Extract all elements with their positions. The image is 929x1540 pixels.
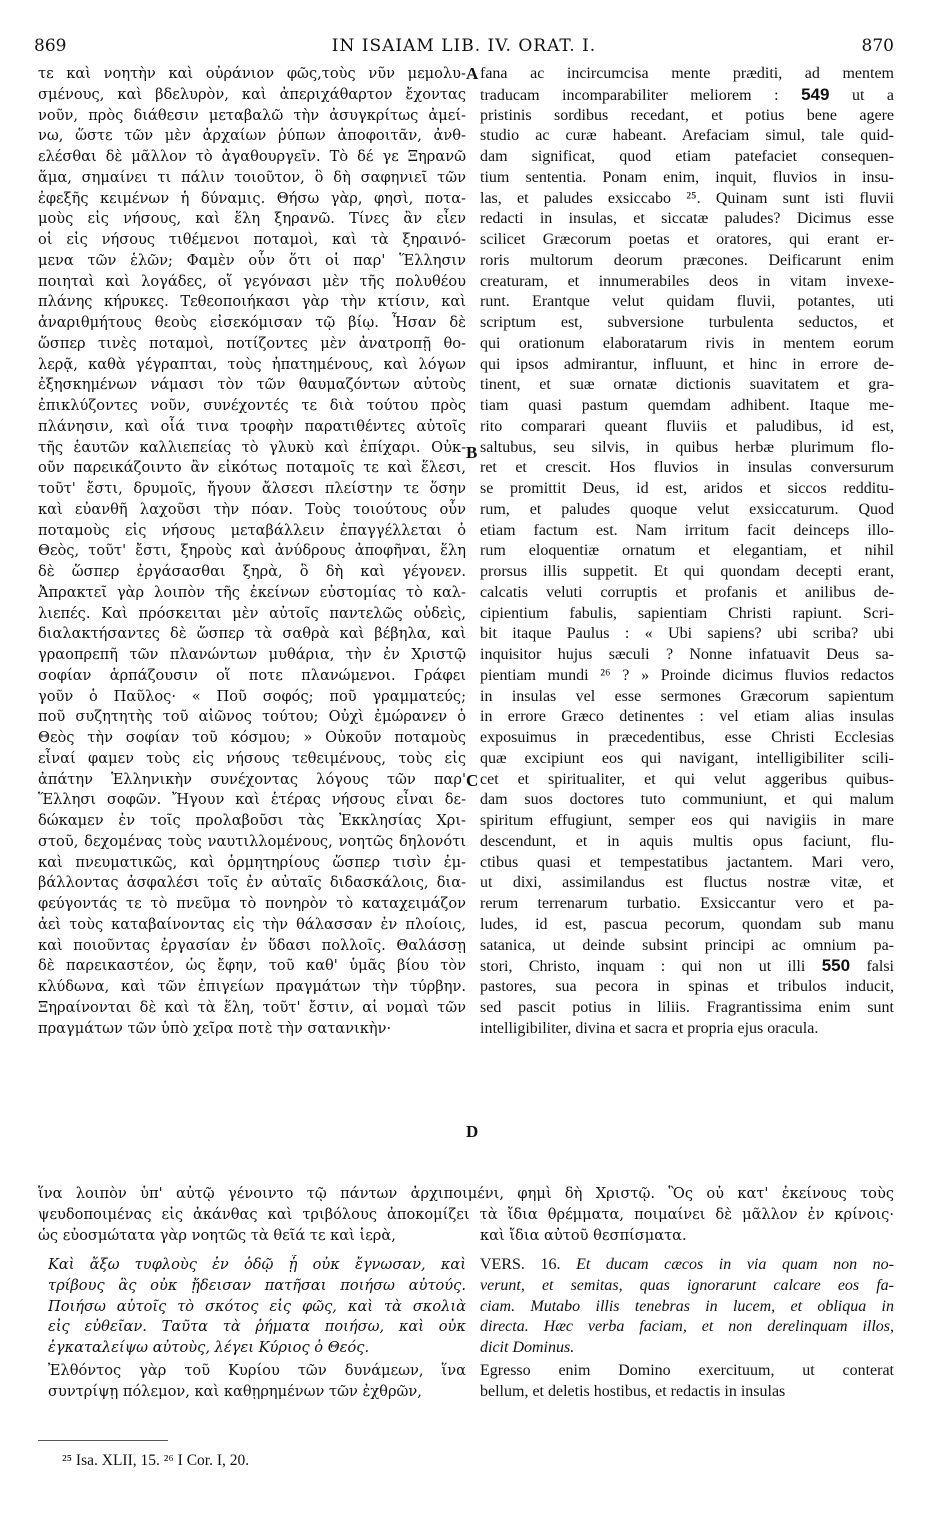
greek-line: ἀπάτην Ἑλληνικὴν συνέχοντας λόγους τῶν παρ'	[38, 770, 466, 788]
verse-text: verunt, et semitas, quas ignorarunt calcare eos fa-	[480, 1276, 894, 1294]
greek-line: καὶ ποιοῦντας ἐργασίαν ἐν ὕδασι πολλοῖς. Θαλάσσῃ	[38, 936, 466, 954]
greek-line: Ἕλλησι σοφῶν. Ἤγουν καὶ ἑτέρας νήσους εἶναι δε-	[38, 791, 466, 809]
greek-line: λερᾷ, καθὰ γέγραπται, τοὺς ἠπατημένους, καὶ λόγων	[38, 355, 466, 373]
greek-line: νω, ὥστε τῶν μὲν ἀρχαίων ῥύπων ἀποφοιτᾶν, ἀνθ-	[38, 127, 466, 145]
latin-after-line: bellum, et deletis hostibus, et redactis in insulas	[480, 1382, 786, 1400]
latin-line: inquisitor hujus sæculi ? Nonne infatuavit Deus sa-	[480, 646, 894, 663]
latin-line: cipientium fabulis, sapientiam Christi rapiunt. Scri-	[480, 604, 894, 622]
verse-label: VERS. 16.	[480, 1256, 561, 1273]
latin-line: in errore Græco detinentes : vel etiam alias insulas	[480, 708, 894, 726]
greek-line: σοφίαν ἁρπάζουσιν οἵ ποτε πλανώμενοι. Γράφει	[38, 666, 466, 684]
latin-line: pastores, sua pecora in spinas et tribulos inducit,	[480, 978, 894, 995]
latin-verse-line	[480, 1276, 894, 1297]
latin-line: stori, Christo, inquam : qui non ut illi 550 falsi	[480, 956, 894, 976]
greek-line: νοῦν, πρὸς διάθεσιν μεταβαλῶ τὴν ἀσυγκρίτως ἀμεί-	[38, 106, 466, 124]
greek-line: μοὺς εἰς νήσους, καὶ ἕλη ξηρανῶ. Τίνες ἂν εἶεν	[38, 210, 466, 228]
greek-line: Ξηραίνονται δὲ καὶ τὰ ἕλη, τοῦτ' ἔστιν, αἱ νομαὶ τῶν	[38, 998, 466, 1016]
greek-line: ποιηταὶ καὶ λογάδες, οἵ γεγόνασι μὲν τῆς πολυθέου	[38, 272, 466, 290]
greek-line: λιεπές. Καὶ πρόσκειται μὲν αὐτοῖς παντελῶς οὐδεὶς,	[38, 604, 466, 622]
margin-page-number: 550	[821, 956, 851, 976]
latin-line: tinent, et suæ ornatæ dictionis suavitatem et gra-	[480, 376, 894, 394]
latin-line: etiam factum est. Nam irritum facit deinceps illo-	[480, 521, 894, 539]
verse-text: ciam. Mutabo illis tenebras in lucem, et obliqua in	[480, 1297, 894, 1315]
latin-line: fana ac incircumcisa mente præditi, ad mentem	[480, 65, 894, 82]
greek-line: ἅμα, σημαίνει τι πάλιν τοιοῦτον, ὃ δὴ σαφηνιεῖ τῶν	[38, 168, 466, 186]
latin-line: pientiam mundi ²⁶ ? » Proinde dicimus fluvios redactos	[480, 666, 894, 684]
latin-continuation	[480, 1361, 894, 1403]
latin-line: calcatis veluti corruptis et profanis et anilibus de-	[480, 583, 894, 601]
greek-line: Ἀπρακτεῖ γὰρ λοιπὸν τῆς ἐκείνων εὐστομίας τὸ καλ-	[38, 583, 466, 601]
latin-line: satanica, ut deinde subsint principi ac omnium pa-	[480, 936, 894, 954]
latin-verse-line	[480, 1255, 894, 1276]
latin-line: ut dixi, assimilandus est fluctus nostræ vitæ, et	[480, 874, 894, 892]
greek-line: στοῦ, δεχομένας τοὺς ναυτιλλομένους, νοητῶς δηλονότι	[38, 832, 466, 850]
latin-line: se promittit Deus, id est, aridos et siccos redditu-	[480, 480, 894, 497]
greek-line: γραοπρεπῆ τῶν πλανώντων μυθάρια, τὴν ἐν Χριστῷ	[38, 646, 466, 663]
greek-line: ποῦ συζητητὴς τοῦ αἰῶνος τούτου; Οὐχὶ ἐμώρανεν ὁ	[38, 708, 466, 726]
margin-letter-a: A	[466, 64, 479, 83]
latin-line: rum eloquentiæ ornatum et elegantiam, et nihil	[480, 542, 894, 560]
latin-line: ctibus quasi et tempestatibus jactantem. Mari vero,	[480, 853, 894, 871]
latin-verse-line	[480, 1317, 894, 1338]
latin-line: bit itaque Paulus : « Ubi sapiens? ubi scriba? ubi	[480, 625, 894, 643]
full-width-line-3	[38, 1226, 894, 1247]
latin-verse-line	[480, 1338, 894, 1359]
greek-line: τοῦτ' ἔστι, δρυμοῖς, ἤγουν ἄλσεσι πλείστην τε ὅσην	[38, 480, 466, 497]
latin-line: ludes, id est, pascua pecorum, quondam sub manu	[480, 915, 894, 933]
latin-line: qui orationum elaboratarum rivis in mentem eorum	[480, 334, 894, 352]
latin-verse-block	[480, 1255, 894, 1359]
latin-line: exposuimus in præcedentibus, esse Christi Ecclesias	[480, 729, 894, 746]
greek-line: ἐξησκημένων νάμασι τὸν τῶν θαυμαζόντων αὐτοὺς	[38, 376, 466, 394]
greek-line: δὲ παρεικαστέον, ὡς ἔφην, τοῦ καθ' ὑμᾶς βίου τὸν	[38, 957, 466, 975]
verse-text: directa. Hæc verba faciam, et non derelinquam illos,	[480, 1318, 894, 1336]
greek-line: δὲ ὥσπερ ἐργάσασθαι ξηρὰ, ὃ δὴ καὶ γέγονεν.	[38, 563, 466, 580]
latin-line: intelligibiliter, divina et sacra et propria ejus oracula.	[480, 1019, 819, 1037]
greek-line: οἱ εἰς νήσους τιθέμενοι ποταμοὶ, καὶ τὰ ξηραινό-	[38, 231, 466, 248]
greek-line: βάλλοντας ἀσφαλέσι τοῖς ἐν αὐταῖς διδασκάλοις, δια-	[38, 874, 466, 892]
greek-verse-line: Καὶ ἄξω τυφλοὺς ἐν ὁδῷ ᾗ οὐκ ἔγνωσαν, καὶ	[48, 1256, 466, 1273]
full-width-line-1: ἵνα λοιπὸν ὑπ' αὐτῷ γένοιντο τῷ πάντων ἀρχιποιμένι, φημὶ δὴ Χριστῷ. Ὃς οὐ κατ' ἐκείνους τοὺς	[38, 1185, 894, 1202]
greek-continuation	[48, 1361, 466, 1403]
greek-line: ἀεὶ τοὺς καταβαίνοντας εἰς τὴν θάλασσαν ἐν πλοίοις,	[38, 915, 466, 933]
greek-column	[38, 64, 466, 1039]
latin-after-line: Egresso enim Domino exercituum, ut conterat	[480, 1362, 894, 1379]
running-title: IN ISAIAM LIB. IV. ORAT. I.	[331, 36, 597, 56]
latin-verse-line	[480, 1297, 894, 1318]
latin-line: creaturam, et innumerabiles deos in vitam invexe-	[480, 272, 894, 290]
greek-line: γοῦν ὁ Παῦλος· « Ποῦ σοφός; ποῦ γραμματεύς;	[38, 687, 466, 705]
greek-line: καὶ εὐανθῆ λαχοῦσι τὴν πόαν. Τοὺς τοιούτους οὖν	[38, 500, 466, 518]
greek-line: κλύδωνα, καὶ τῶν ἐπιγείων πραγμάτων τὴν τύρβην.	[38, 978, 466, 995]
greek-line: ἀναριθμήτους θεοὺς εἰσεκόμισαν τῷ βίῳ. Ἦσαν δὲ	[38, 314, 466, 331]
latin-line: runt. Erantque velut quidam fluvii, potantes, uti	[480, 293, 894, 311]
greek-line: τῆς ἑαυτῶν καλλιεπείας τὸ γλυκὺ καὶ ἐπίχαρι. Οὐκ-	[38, 438, 466, 456]
margin-page-number: 549	[801, 84, 830, 104]
greek-line: Θεὸς τὴν σοφίαν τοῦ κόσμου; » Οὐκοῦν ποταμοὺς	[38, 729, 466, 746]
footnotes: ²⁵ Isa. XLII, 15. ²⁶ I Cor. I, 20.	[62, 1452, 250, 1469]
greek-line: δώκαμεν ἐν τοῖς προλαβοῦσι τὰς Ἐκκλησίας Χρι-	[38, 812, 466, 829]
latin-line: tium sententia. Ponam enim, inquit, fluvios in insu-	[480, 168, 894, 186]
greek-line: μενα τῶν ἑλῶν; Φαμὲν οὖν ὅτι οἱ παρ' Ἕλλησιν	[38, 251, 466, 269]
latin-line: in insulas vel esse sermones Græcorum sapientum	[480, 687, 894, 705]
latin-line: pristinis sordibus recedant, et potius bene agere	[480, 106, 894, 124]
page-number-right: 870	[861, 36, 894, 56]
greek-verse-line: Ποιήσω αὐτοῖς τὸ σκότος εἰς φῶς, καὶ τὰ σκολιὰ	[48, 1297, 466, 1315]
latin-line: quæ excipiunt eos qui navigant, intelligibiliter scili-	[480, 749, 894, 767]
latin-line: spiritum effugiunt, semper eos qui navigiis in mare	[480, 812, 894, 829]
margin-letter-d: D	[466, 1122, 479, 1141]
footnote-rule	[38, 1440, 168, 1441]
greek-line: ποταμοὺς εἰς νήσους μεταβάλλειν ἐπαγγέλλεται ὁ	[38, 521, 466, 539]
margin-letter-c: C	[466, 771, 479, 790]
greek-line: διαλακτήσαντες δὲ ὥσπερ τὰ σαθρὰ καὶ βέβηλα, καὶ	[38, 625, 466, 643]
latin-line: saltubus, seu silvis, in quibus herbæ plurimum flo-	[480, 438, 894, 456]
latin-line: scilicet Græcorum poetas et oratores, qui erant er-	[480, 231, 894, 248]
latin-line: tiam quasi pastum quemdam adhibent. Itaque me-	[480, 397, 894, 414]
greek-after-line: συντρίψῃ πόλεμον, καὶ καθῃρημένων τῶν ἐχθρῶν,	[48, 1382, 422, 1400]
latin-line: rito comparari queant fluviis et paludibus, id est,	[480, 417, 894, 435]
latin-line: scriptum est, subversione turbulenta seductos, et	[480, 314, 894, 331]
greek-line: καὶ πνευματικῶς, καὶ ὁρμητηρίους ὥσπερ τισὶν ἐμ-	[38, 853, 466, 871]
greek-line: ἐφεξῆς κειμένων ἡ δύναμις. Θήσω γὰρ, φησὶ, ποτα-	[38, 189, 466, 207]
latin-line: dam suos doctores tuto communiunt, et qui malum	[480, 791, 894, 809]
verse-text: dicit Dominus.	[480, 1339, 575, 1356]
greek-line: φεύγοντάς τε τὸ πνεῦμα τὸ πονηρὸν τὸ καταχειμάζον	[38, 895, 466, 912]
latin-line: rum, et paludes quoque velut exsiccaturum. Quod	[480, 500, 894, 518]
latin-line: traducam incomparabiliter meliorem : 549 ut a	[480, 84, 894, 104]
latin-line: ret et crescit. Hos fluvios in insulas conversurum	[480, 459, 894, 477]
page-number-left: 869	[34, 36, 67, 56]
latin-line: las, et paludes exsiccabo ²⁵. Quinam sunt isti fluvii	[480, 189, 894, 207]
running-header	[34, 36, 894, 62]
full-width-line-3-left: ὡς εὐοσμώτατα γὰρ νοητῶς τὰ θεῖά τε καὶ ἱερὰ,	[38, 1227, 396, 1244]
greek-line: εἶναί φαμεν τοὺς εἰς νήσους τεθειμένους, τοὺς εἰς	[38, 749, 466, 767]
greek-line: οῦν παρεικάζοιντο ἂν εἰκότως ποταμοῖς τε καὶ ἕλεσι,	[38, 459, 466, 477]
latin-line: roris multorum deorum præcones. Deificarunt enim	[480, 251, 894, 269]
latin-line: dam significat, quod etiam patefaciet consequen-	[480, 148, 894, 165]
greek-line: ελέσθαι δὲ μᾶλλον τὸ ἀγαθουργεῖν. Τὸ δέ γε Ξηρανῶ	[38, 148, 466, 165]
greek-line: σμένους, καὶ βδελυρὸν, καὶ ἀπεριχάθαρτον ἔχοντας	[38, 85, 466, 103]
greek-line: πλάνης κήρυκες. Τεθεοποιήκασι γὰρ τὴν κτίσιν, καὶ	[38, 293, 466, 311]
latin-line: rerum terrenarum turbatio. Exsiccantur vero et pa-	[480, 895, 894, 912]
full-width-line-3-right: καὶ ἴδια αὐτοῦ θεσπίσματα.	[480, 1227, 687, 1244]
full-width-line-2: ψευδοποιμένας εἰς ἀκάνθας καὶ τριβόλους ἀποκομίζει τὰ ἴδια θρέμματα, ποιμαίνει δὲ μᾶλλον ἐν κρίνοις·	[38, 1206, 894, 1223]
greek-verse-line: εἰς εὐθεῖαν. Ταῦτα τὰ ῥήματα ποιήσω, καὶ οὐκ	[48, 1318, 466, 1336]
greek-verse-line: ἐγκαταλείψω αὐτοὺς, λέγει Κύριος ὁ Θεός.	[48, 1339, 370, 1356]
latin-line: qui ipsos admirantur, influunt, et hinc in errore de-	[480, 355, 894, 373]
greek-line: ὥσπερ τινὲς ποταμοὶ, ποτίζοντες μὲν ἀνατροπῇ θο-	[38, 334, 466, 352]
latin-column	[480, 64, 894, 1039]
verse-text: Et ducam cæcos in via quam non no-	[576, 1256, 894, 1273]
greek-line: τε καὶ νοητὴν καὶ οὐράνιον φῶς,τοὺς νῦν μεμολυ-	[38, 65, 466, 82]
greek-verse-line: τρίβους ἃς οὐκ ᾔδεισαν πατῆσαι ποιήσω αὐτούς.	[48, 1276, 466, 1294]
latin-line: studio ac curæ habeant. Arefaciam simul, tale quid-	[480, 127, 894, 145]
greek-line: πλάνησιν, καὶ οἷά τινα τροφὴν παρατιθέντες αὐτοῖς	[38, 417, 466, 435]
latin-line: prorsus illis suppetit. Et qui quondam decepti erant,	[480, 563, 894, 580]
greek-line: πραγμάτων τῶν ὑπὸ χεῖρα ποτὲ τὴν σατανικὴν·	[38, 1019, 392, 1037]
greek-line: ἐπικλύζοντες νοῦν, συνέχοντές τε διὰ τούτου πρὸς	[38, 397, 466, 414]
greek-line: Θεὸς, τοῦτ' ἔστι, ξηροὺς καὶ ἀνύδρους ἀποφῆναι, ἕλη	[38, 542, 466, 560]
latin-line: sed pascit potius in liliis. Fragrantissima enim sunt	[480, 998, 894, 1016]
greek-verse-block	[48, 1255, 466, 1359]
greek-after-line: Ἐλθόντος γὰρ τοῦ Κυρίου τῶν δυνάμεων, ἵνα	[48, 1362, 466, 1379]
latin-line: cet et spiritualiter, et qui velut aggeribus quibus-	[480, 770, 894, 788]
latin-line: redacti in insulas, et siccatæ paludes? Dicimus esse	[480, 210, 894, 228]
latin-line: descendunt, et in aquis multis opus faciunt, flu-	[480, 832, 894, 850]
margin-letter-b: B	[466, 443, 478, 462]
